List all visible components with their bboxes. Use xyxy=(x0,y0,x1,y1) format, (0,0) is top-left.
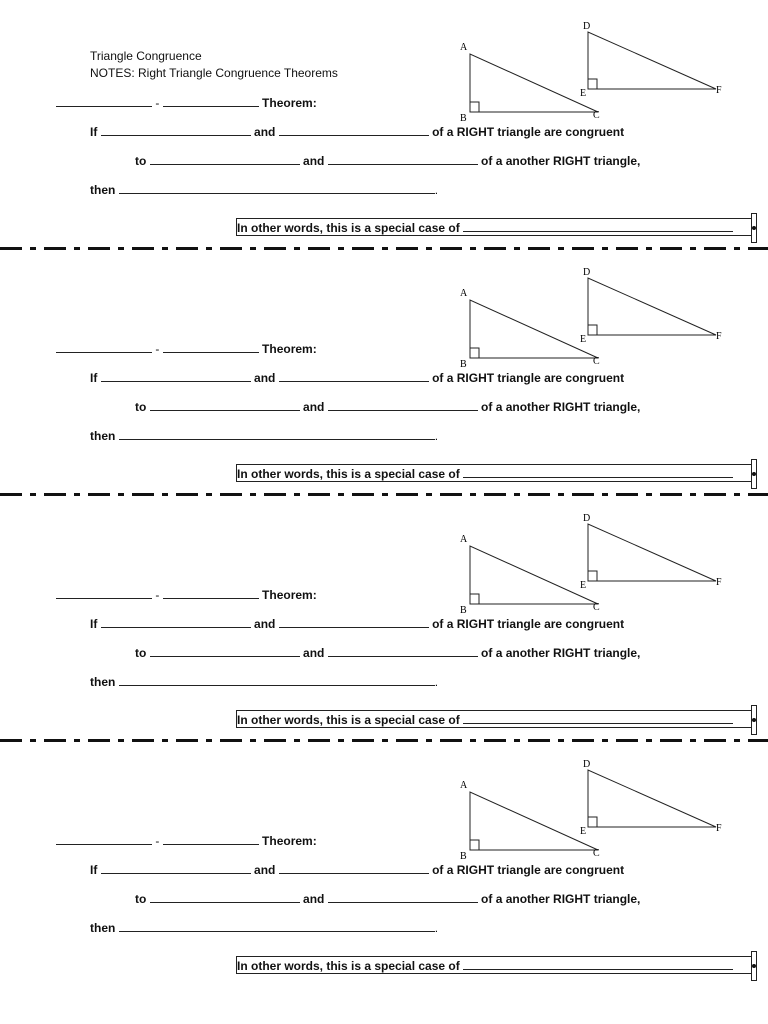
label-a: A xyxy=(460,534,468,545)
callout-text: In other words, this is a special case of xyxy=(237,467,460,481)
special-case-callout xyxy=(236,218,754,236)
callout-text: In other words, this is a special case of xyxy=(237,713,460,727)
to-label: to xyxy=(135,154,147,168)
theorem-section-1 xyxy=(0,0,768,246)
and-label: and xyxy=(303,892,325,906)
label-f: F xyxy=(716,577,722,588)
special-case-callout xyxy=(236,710,754,728)
and-label: and xyxy=(303,154,325,168)
period-text: . xyxy=(434,675,439,689)
theorem-label: Theorem: xyxy=(262,96,317,110)
label-c: C xyxy=(593,110,600,121)
triangle-abc xyxy=(470,54,598,112)
callout-dot xyxy=(752,226,756,230)
triangle-def xyxy=(588,32,716,89)
label-a: A xyxy=(460,288,468,299)
theorem-name-line xyxy=(56,95,317,110)
dash-text: - xyxy=(155,342,160,356)
theorem-label: Theorem: xyxy=(262,342,317,356)
if-blank-2[interactable] xyxy=(279,370,429,382)
callout-dot xyxy=(752,964,756,968)
callout-text: In other words, this is a special case of xyxy=(237,221,460,235)
then-blank[interactable] xyxy=(119,674,435,686)
to-line xyxy=(135,891,640,906)
if-label: If xyxy=(90,125,98,139)
label-d: D xyxy=(583,267,591,278)
to-label: to xyxy=(135,892,147,906)
worksheet-title: Triangle Congruence xyxy=(90,49,202,63)
theorem-blank-2[interactable] xyxy=(163,587,259,599)
label-a: A xyxy=(460,780,468,791)
period-text: . xyxy=(434,429,439,443)
label-d: D xyxy=(583,759,591,770)
if-label: If xyxy=(90,371,98,385)
if-blank-2[interactable] xyxy=(279,616,429,628)
callout-blank[interactable] xyxy=(463,220,733,232)
right-triangles-figure xyxy=(448,750,738,862)
theorem-section-4 xyxy=(0,738,768,984)
if-line xyxy=(90,124,624,139)
triangle-abc xyxy=(470,546,598,604)
callout-blank[interactable] xyxy=(463,466,733,478)
special-case-callout xyxy=(236,956,754,974)
right-angle-e-icon xyxy=(588,325,597,335)
to-blank-2[interactable] xyxy=(328,891,478,903)
theorem-blank-1[interactable] xyxy=(56,95,152,107)
label-f: F xyxy=(716,85,722,96)
label-b: B xyxy=(460,851,467,862)
label-f: F xyxy=(716,823,722,834)
theorem-section-3 xyxy=(0,492,768,738)
label-b: B xyxy=(460,359,467,370)
callout-dot xyxy=(752,718,756,722)
label-e: E xyxy=(580,334,587,345)
triangle-abc xyxy=(470,300,598,358)
callout-dot xyxy=(752,472,756,476)
theorem-blank-2[interactable] xyxy=(163,341,259,353)
another-tail-text: of a another RIGHT triangle, xyxy=(481,892,641,906)
right-angle-e-icon xyxy=(588,571,597,581)
to-blank-1[interactable] xyxy=(150,153,300,165)
congruent-tail-text: of a RIGHT triangle are congruent xyxy=(432,125,625,139)
then-line xyxy=(90,428,438,443)
label-d: D xyxy=(583,21,591,32)
special-case-callout xyxy=(236,464,754,482)
if-label: If xyxy=(90,863,98,877)
then-blank[interactable] xyxy=(119,428,435,440)
if-label: If xyxy=(90,617,98,631)
theorem-label: Theorem: xyxy=(262,834,317,848)
right-angle-b-icon xyxy=(470,840,479,850)
right-angle-b-icon xyxy=(470,102,479,112)
another-tail-text: of a another RIGHT triangle, xyxy=(481,646,641,660)
label-c: C xyxy=(593,848,600,859)
then-line xyxy=(90,182,438,197)
theorem-blank-1[interactable] xyxy=(56,341,152,353)
label-e: E xyxy=(580,88,587,99)
then-label: then xyxy=(90,183,116,197)
if-line xyxy=(90,370,624,385)
right-angle-e-icon xyxy=(588,817,597,827)
and-label: and xyxy=(303,400,325,414)
to-blank-2[interactable] xyxy=(328,645,478,657)
another-tail-text: of a another RIGHT triangle, xyxy=(481,154,641,168)
label-e: E xyxy=(580,580,587,591)
theorem-name-line xyxy=(56,341,317,356)
right-angle-e-icon xyxy=(588,79,597,89)
if-line xyxy=(90,616,624,631)
theorem-blank-1[interactable] xyxy=(56,833,152,845)
to-label: to xyxy=(135,646,147,660)
theorem-name-line xyxy=(56,833,317,848)
label-d: D xyxy=(583,513,591,524)
label-b: B xyxy=(460,113,467,124)
then-blank[interactable] xyxy=(119,920,435,932)
if-blank-1[interactable] xyxy=(101,124,251,136)
congruent-tail-text: of a RIGHT triangle are congruent xyxy=(432,863,625,877)
callout-text: In other words, this is a special case of xyxy=(237,959,460,973)
label-e: E xyxy=(580,826,587,837)
and-label: and xyxy=(254,617,276,631)
triangle-abc xyxy=(470,792,598,850)
period-text: . xyxy=(434,183,439,197)
and-label: and xyxy=(254,125,276,139)
to-blank-2[interactable] xyxy=(328,153,478,165)
to-blank-1[interactable] xyxy=(150,891,300,903)
right-angle-b-icon xyxy=(470,594,479,604)
dash-text: - xyxy=(155,96,160,110)
congruent-tail-text: of a RIGHT triangle are congruent xyxy=(432,371,625,385)
if-blank-2[interactable] xyxy=(279,862,429,874)
theorem-blank-2[interactable] xyxy=(163,833,259,845)
another-tail-text: of a another RIGHT triangle, xyxy=(481,400,641,414)
label-f: F xyxy=(716,331,722,342)
triangle-def xyxy=(588,524,716,581)
worksheet-notes-heading: NOTES: Right Triangle Congruence Theorems xyxy=(90,66,338,80)
right-triangles-figure xyxy=(448,504,738,616)
theorem-section-2 xyxy=(0,246,768,492)
right-triangles-figure xyxy=(448,258,738,370)
theorem-name-line xyxy=(56,587,317,602)
label-c: C xyxy=(593,602,600,613)
triangle-def xyxy=(588,278,716,335)
callout-blank[interactable] xyxy=(463,958,733,970)
if-blank-1[interactable] xyxy=(101,616,251,628)
then-label: then xyxy=(90,675,116,689)
then-blank[interactable] xyxy=(119,182,435,194)
period-text: . xyxy=(434,921,439,935)
label-a: A xyxy=(460,42,468,53)
to-blank-1[interactable] xyxy=(150,399,300,411)
to-line xyxy=(135,399,640,414)
if-blank-1[interactable] xyxy=(101,370,251,382)
and-label: and xyxy=(254,371,276,385)
dash-text: - xyxy=(155,588,160,602)
dash-text: - xyxy=(155,834,160,848)
then-label: then xyxy=(90,429,116,443)
theorem-blank-1[interactable] xyxy=(56,587,152,599)
label-b: B xyxy=(460,605,467,616)
to-blank-2[interactable] xyxy=(328,399,478,411)
triangle-def xyxy=(588,770,716,827)
then-line xyxy=(90,674,438,689)
and-label: and xyxy=(254,863,276,877)
right-triangles-figure xyxy=(448,12,738,124)
if-blank-1[interactable] xyxy=(101,862,251,874)
to-line xyxy=(135,153,640,168)
if-line xyxy=(90,862,624,877)
then-label: then xyxy=(90,921,116,935)
label-c: C xyxy=(593,356,600,367)
right-angle-b-icon xyxy=(470,348,479,358)
callout-blank[interactable] xyxy=(463,712,733,724)
congruent-tail-text: of a RIGHT triangle are congruent xyxy=(432,617,625,631)
to-blank-1[interactable] xyxy=(150,645,300,657)
to-line xyxy=(135,645,640,660)
if-blank-2[interactable] xyxy=(279,124,429,136)
theorem-blank-2[interactable] xyxy=(163,95,259,107)
then-line xyxy=(90,920,438,935)
to-label: to xyxy=(135,400,147,414)
and-label: and xyxy=(303,646,325,660)
theorem-label: Theorem: xyxy=(262,588,317,602)
